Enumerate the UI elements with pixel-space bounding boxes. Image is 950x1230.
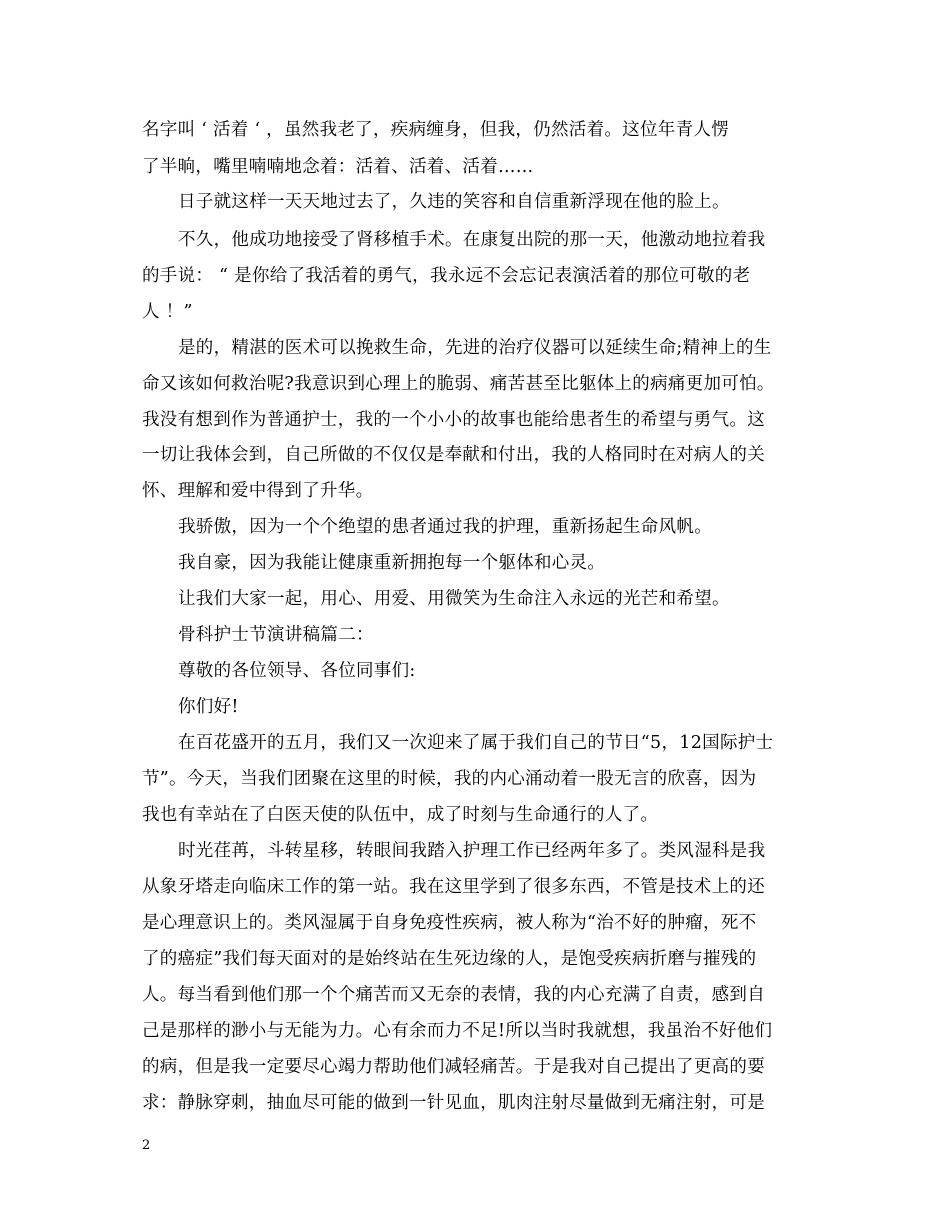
- text-line: 尊敬的各位领导、各位同事们:: [178, 661, 416, 681]
- text-line: 不久，他成功地接受了肾移植手术。在康复出院的那一天，他激动地拉着我: [178, 230, 766, 250]
- section-heading: 骨科护士节演讲稿篇二：: [178, 625, 374, 645]
- text-line: 人。每当看到他们那一个个痛苦而又无奈的表情，我的内心充满了自责，感到自: [142, 985, 765, 1005]
- text-line: 己是那样的渺小与无能为力。心有余而力不足!所以当时我就想，我虽治不好他们: [142, 1021, 773, 1041]
- text-line: 在百花盛开的五月，我们又一次迎来了属于我们自己的节日“5，12国际护士: [178, 733, 774, 753]
- text-line: 我自豪，因为我能让健康重新拥抱每一个躯体和心灵。: [178, 553, 606, 573]
- text-line: 的手说： “ 是你给了我活着的勇气，我永远不会忘记表演活着的那位可敬的老: [142, 266, 751, 286]
- text-line: 我没有想到作为普通护士，我的一个小小的故事也能给患者生的希望与勇气。这: [142, 410, 765, 430]
- text-line: 你们好!: [178, 697, 239, 717]
- text-line: 时光荏苒，斗转星移，转眼间我踏入护理工作已经两年多了。类风湿科是我: [178, 841, 766, 861]
- text-line: 节”。今天，当我们团聚在这里的时候，我的内心涌动着一股无言的欣喜，因为: [142, 769, 757, 789]
- text-line: 名字叫 ‘ 活着 ‘ ，虽然我老了，疾病缠身，但我，仍然活着。这位年青人愣: [142, 120, 729, 140]
- text-line: 了的癌症”我们每天面对的是始终站在生死边缘的人，是饱受疾病折磨与摧残的: [142, 949, 757, 969]
- text-line: 是心理意识上的。类风湿属于自身免疫性疾病，被人称为“治不好的肿瘤，死不: [142, 913, 757, 933]
- text-line: 是的，精湛的医术可以挽救生命，先进的治疗仪器可以延续生命;精神上的生: [178, 338, 772, 358]
- text-line: 求：静脉穿刺，抽血尽可能的做到一针见血，肌肉注射尽量做到无痛注射，可是: [142, 1093, 765, 1113]
- text-line: 一切让我体会到，自己所做的不仅仅是奉献和付出，我的人格同时在对病人的关: [142, 445, 765, 465]
- text-line: 让我们大家一起，用心、用爱、用微笑为生命注入永远的光芒和希望。: [178, 589, 730, 609]
- text-line: 的病，但是我一定要尽心竭力帮助他们减轻痛苦。于是我对自己提出了更高的要: [142, 1057, 765, 1077]
- text-line: 日子就这样一天天地过去了，久违的笑容和自信重新浮现在他的脸上。: [178, 192, 730, 212]
- text-line: 我骄傲，因为一个个绝望的患者通过我的护理，重新扬起生命风帆。: [178, 517, 712, 537]
- text-line: 了半晌，嘴里喃喃地念着：活着、活着、活着……: [142, 157, 534, 177]
- text-line: 从象牙塔走向临床工作的第一站。我在这里学到了很多东西，不管是技术上的还: [142, 877, 765, 897]
- text-line: 人 ！”: [142, 302, 193, 322]
- text-line: 命又该如何救治呢?我意识到心理上的脆弱、痛苦甚至比躯体上的病痛更加可怕。: [142, 374, 775, 394]
- page-number: 2: [142, 1138, 151, 1153]
- text-line: 我也有幸站在了白医天使的队伍中，成了时刻与生命通行的人了。: [142, 805, 659, 825]
- text-line: 怀、理解和爱中得到了升华。: [142, 481, 374, 501]
